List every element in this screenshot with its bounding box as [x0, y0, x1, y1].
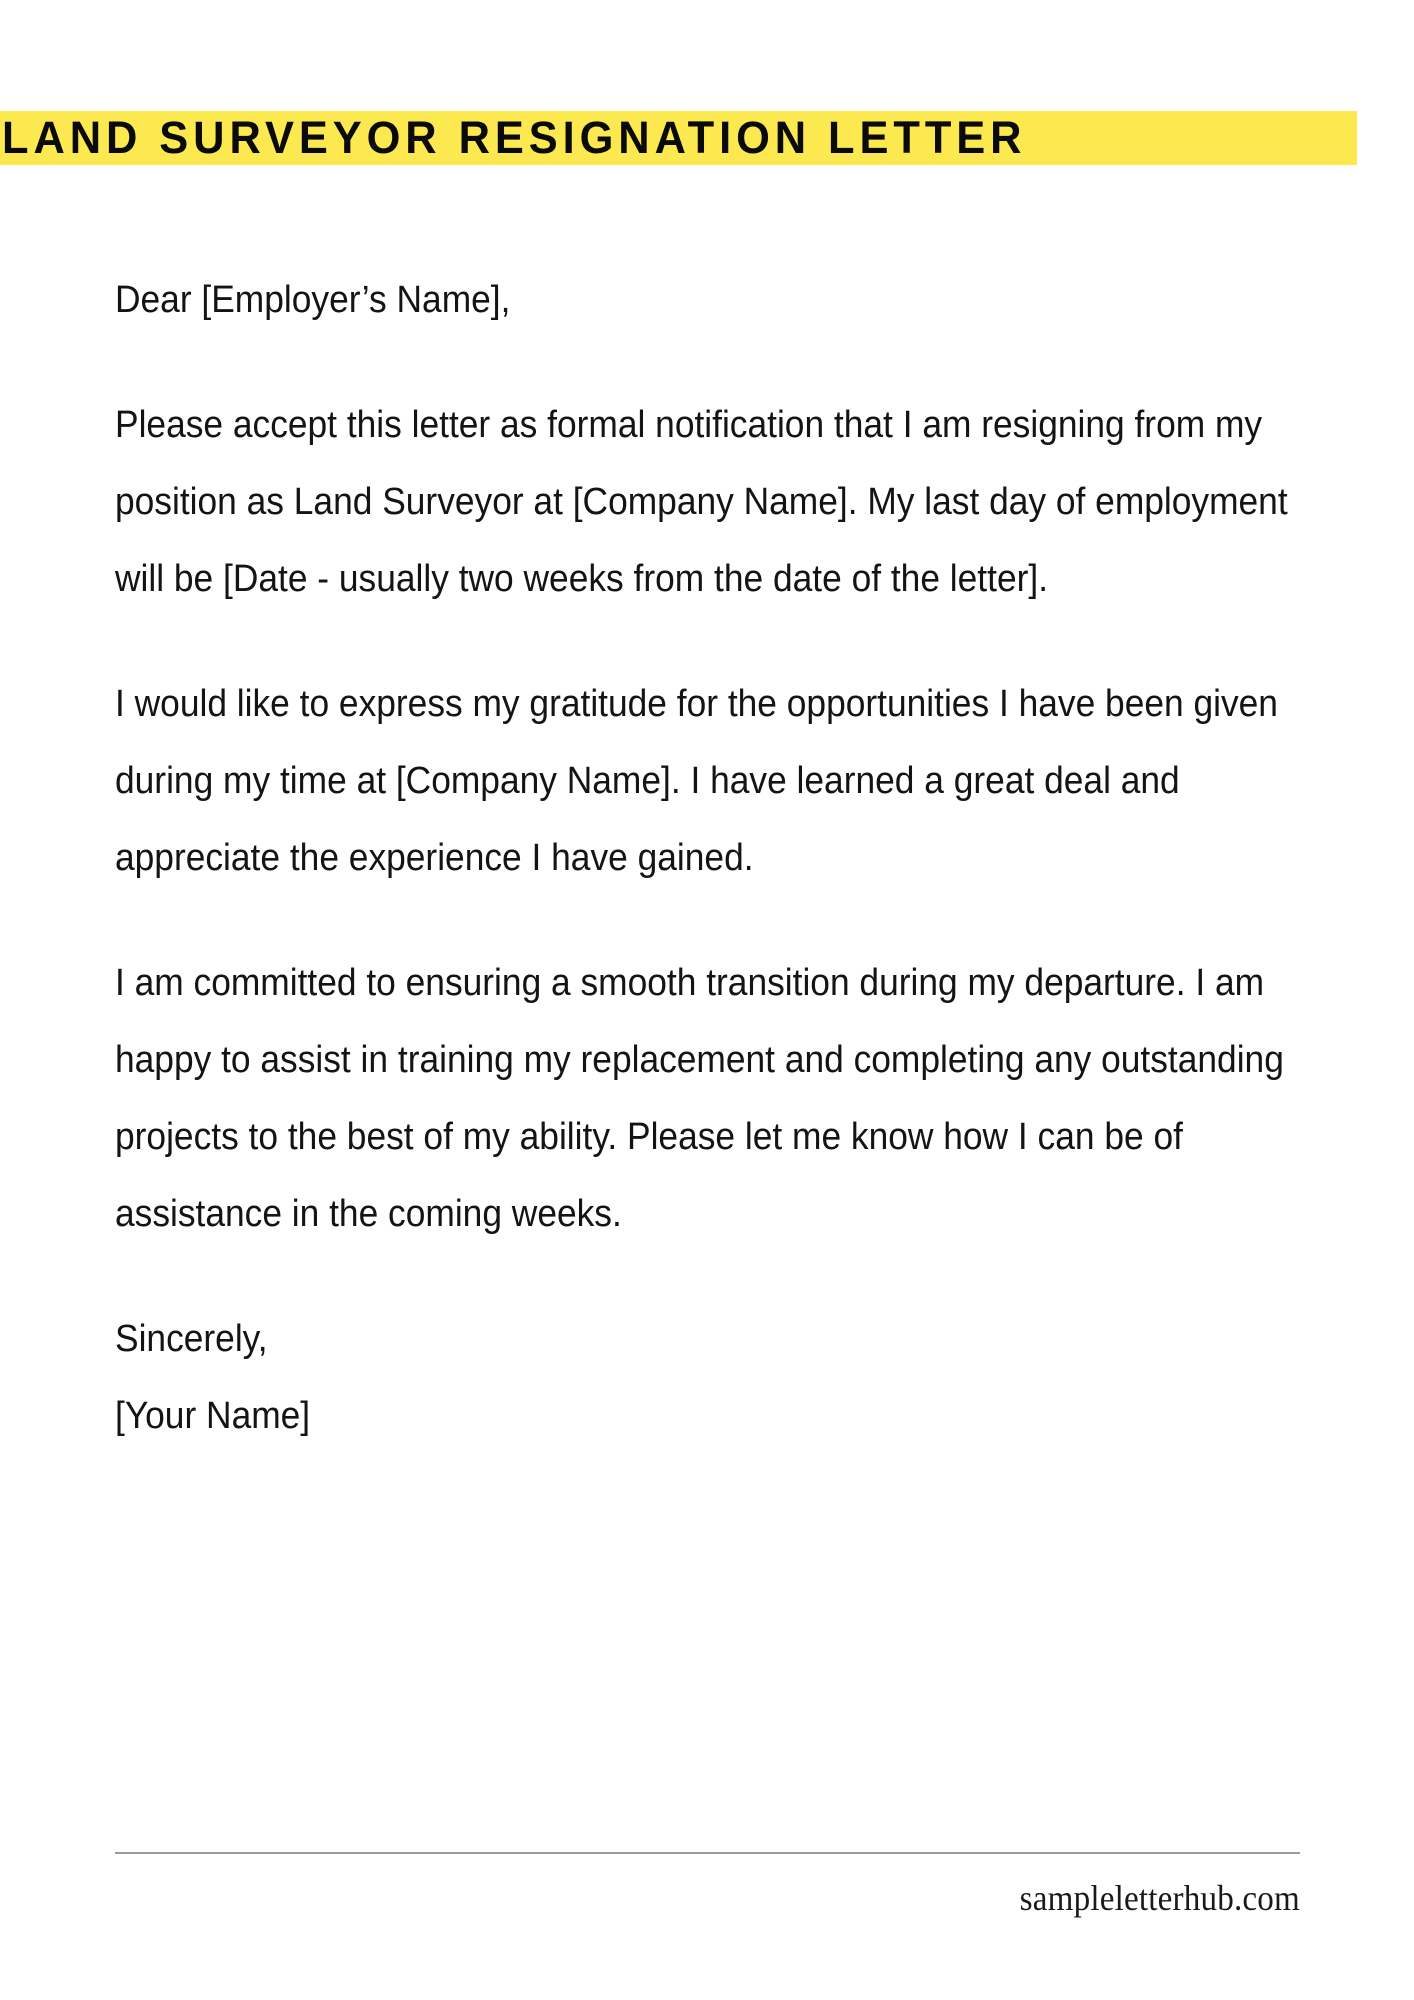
signature-name: [Your Name] [115, 1395, 311, 1437]
footer-divider [115, 1852, 1300, 1854]
closing-block [115, 1301, 1305, 1455]
page-title: LAND SURVEYOR RESIGNATION LETTER [2, 112, 1027, 163]
letter-body [115, 262, 1305, 1455]
paragraph-3: I am committed to ensuring a smooth transition during my departure. I am happy to assist in training my replacement and completing any outstanding projects to the best of my ability. Please let me know how I can be of assistance in the coming weeks. [115, 962, 1284, 1235]
footer [115, 1852, 1300, 1920]
paragraph-2: I would like to express my gratitude for the opportunities I have been given during my time at [Company Name]. I have learned a great deal and appreciate the experience I have gained. [115, 683, 1278, 879]
title-banner [0, 111, 1357, 165]
closing-salutation: Sincerely, [115, 1318, 268, 1360]
paragraph-1: Please accept this letter as formal notification that I am resigning from my position as Land Surveyor at [Company Name]. My last day of employment will be [Date - usually two weeks from the date of the letter]. [115, 404, 1288, 600]
salutation: Dear [Employer’s Name], [115, 279, 511, 321]
footer-website: sampleletterhub.com [1019, 1878, 1300, 1918]
